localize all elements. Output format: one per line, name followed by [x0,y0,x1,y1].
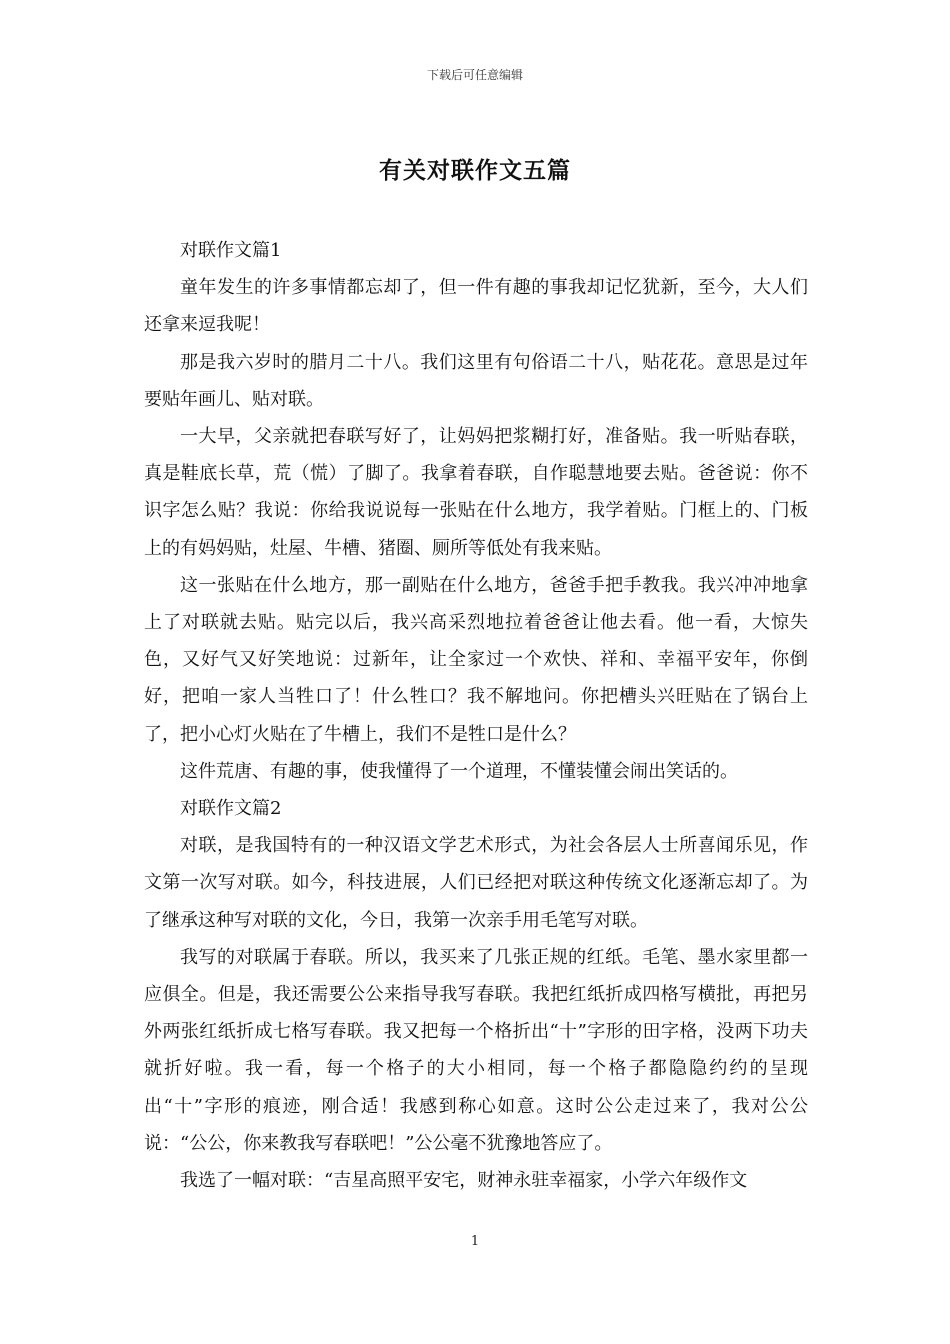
section-heading-2: 对联作文篇2 [180,798,282,820]
section-heading-1: 对联作文篇1 [180,240,282,261]
document-title: 有关对联作文五篇 [379,157,571,184]
paragraph: 童年发生的许多事情都忘却了，但一件有趣的事我却记忆犹新，至今，大人们还拿来逗我呢！ [144,277,808,336]
document-body [144,232,808,1199]
paragraph: 这一张贴在什么地方，那一副贴在什么地方，爸爸手把手教我。我兴冲冲地拿上了对联就去贴。贴完以后，我兴高采烈地拉着爸爸让他去看。他一看，大惊失色，又好气又好笑地说：过新年，让全家过一个欢快、祥和、幸福平安年，你倒好，把咱一家人当牲口了！什么牲口？我不解地问。你把槽头兴旺贴在了锅台上了，把小心灯火贴在了牛槽上，我们不是牲口是什么？ [144,574,808,745]
paragraph: 我写的对联属于春联。所以，我买来了几张正规的红纸。毛笔、墨水家里都一应俱全。但是，我还需要公公来指导我写春联。我把红纸折成四格写横批，再把另外两张红纸折成七格写春联。我又把每一个格折出“十”字形的田字格，没两下功夫就折好啦。我一看，每一个格子的大小相同，每一个格子都隐隐约约的呈现出“十”字形的痕迹，刚合适！我感到称心如意。这时公公走过来了，我对公公说：“公公，你来教我写春联吧！”公公毫不犹豫地答应了。 [144,946,808,1154]
paragraph: 一大早，父亲就把春联写好了，让妈妈把浆糊打好，准备贴。我一听贴春联，真是鞋底长草，荒（慌）了脚了。我拿着春联，自作聪慧地要去贴。爸爸说：你不识字怎么贴？我说：你给我说说每一张贴在什么地方，我学着贴。门框上的、门板上的有妈妈贴，灶屋、牛槽、猪圈、厕所等低处有我来贴。 [144,426,808,559]
paragraph: 我选了一幅对联：“吉星高照平安宅，财神永驻幸福家，小学六年级作文 [180,1170,748,1192]
paragraph: 这件荒唐、有趣的事，使我懂得了一个道理，不懂装懂会闹出笑话的。 [180,760,738,782]
paragraph: 对联，是我国特有的一种汉语文学艺术形式，为社会各层人士所喜闻乐见，作文第一次写对联。如今，科技进展，人们已经把对联这种传统文化逐渐忘却了。为了继承这种写对联的文化，今日，我第一次亲手用毛笔写对联。 [144,835,808,931]
page-number: 1 [470,1234,480,1249]
header-note: 下载后可任意编辑 [426,68,523,82]
paragraph: 那是我六岁时的腊月二十八。我们这里有句俗语二十八，贴花花。意思是过年要贴年画儿、贴对联。 [144,351,808,410]
